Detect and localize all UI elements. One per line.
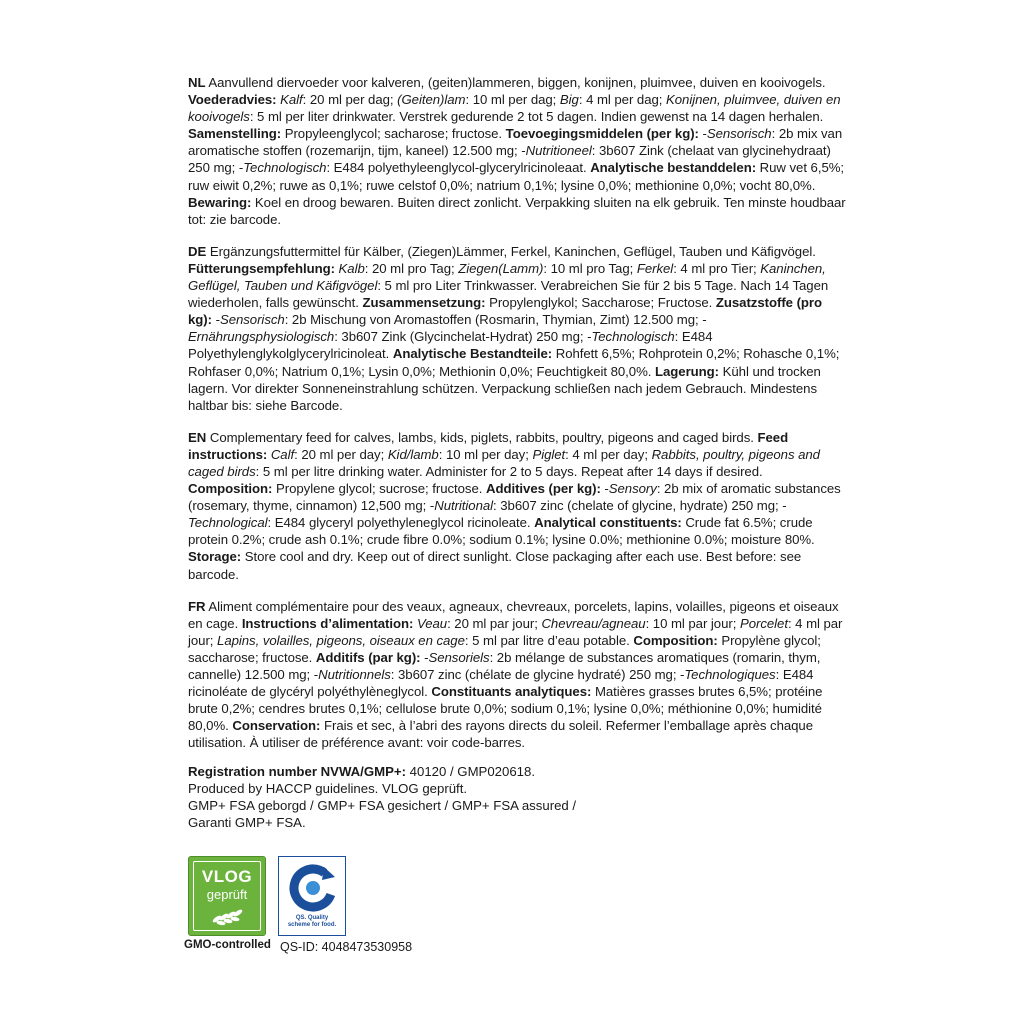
category: Sensoriels xyxy=(428,649,490,665)
registration-label: Registration number NVWA/GMP+: xyxy=(188,764,406,780)
dose: : 4 ml par jour; xyxy=(188,615,843,648)
text: : 3b607 Zink (Glycinchelat-Hydrat) 250 mg; - xyxy=(334,329,592,345)
category: Sensory xyxy=(608,481,657,497)
species: Calf xyxy=(267,446,295,462)
species: (Geiten)lam xyxy=(397,92,466,108)
text: - xyxy=(600,481,609,497)
intro: Ergänzungsfuttermittel für Kälber, (Ziegen)Lämmer, Ferkel, Kaninchen, Geflügel, Tauben und Käfigvögel. xyxy=(206,243,816,259)
vlog-logo xyxy=(188,856,266,936)
heading: Additifs (par kg): xyxy=(315,649,421,665)
text: : 3b607 Zink (chelaat van glycinehydraat) 250 mg; - xyxy=(188,143,831,176)
text: - xyxy=(211,312,220,328)
lang-code: DE xyxy=(188,243,207,259)
lang-code: NL xyxy=(188,75,206,90)
dose: : 20 ml par jour; xyxy=(447,615,542,631)
text: - xyxy=(698,126,707,142)
text: Koel en droog bewaren. Buiten direct zonlicht. Verpakking sluiten na elk gebruik. Ten minste houdbaar tot: zie barcode. xyxy=(188,194,846,227)
species: Chevreau/agneau xyxy=(541,615,646,631)
text: Propylenglykol; Saccharose; Fructose. xyxy=(485,295,716,311)
text: Store cool and dry. Keep out of direct sunlight. Close packaging after each use. Best before: see barcode. xyxy=(188,549,802,582)
dose: : 10 ml pro Tag; xyxy=(543,260,637,276)
dose: : 20 ml pro Tag; xyxy=(364,260,459,276)
gmo-caption: GMO-controlled xyxy=(184,939,271,951)
text: Kühl und trocken lagern. Vor direkter Sonneneinstrahlung schützen. Verpackung schließen nach jedem Gebrauch. Mindestens haltbar bis: siehe Barcode. xyxy=(188,363,821,413)
category: Technological xyxy=(188,515,268,531)
leaves-icon xyxy=(211,907,247,927)
vlog-sub: geprüft xyxy=(206,887,248,902)
heading: Zusatzstoffe (pro kg): xyxy=(188,295,823,328)
text: : 3b607 zinc (chelate of glycine, hydrate) 250 mg; - xyxy=(493,498,787,514)
species: Kalb xyxy=(334,260,365,276)
gmp-line-2: Garanti GMP+ FSA. xyxy=(188,814,306,830)
heading: Lagerung: xyxy=(655,363,720,379)
section-de xyxy=(188,243,848,414)
qs-arrow-icon xyxy=(289,863,337,913)
dose: : 5 ml per liter drinkwater. Verstrek gedurende 2 tot 5 dagen. Indien gewenst na 14 dagen herhalen. xyxy=(249,109,824,125)
dose: : 10 ml par jour; xyxy=(645,615,740,631)
category: Sensorisch xyxy=(219,312,285,328)
category: Nutritional xyxy=(434,498,494,514)
category: Nutritionnels xyxy=(318,667,391,682)
qs-id: QS-ID: 4048473530958 xyxy=(280,940,413,954)
text: : 2b mélange de substances aromatiques (romarin, thym, cannelle) 12.500 mg; - xyxy=(188,649,821,682)
dose: : 10 ml per dag; xyxy=(465,92,560,108)
lang-code: EN xyxy=(188,429,207,445)
category: Nutritioneel xyxy=(525,143,592,159)
section-en xyxy=(188,429,848,583)
label-text xyxy=(188,74,848,832)
section-nl xyxy=(188,74,848,228)
heading: Samenstelling: xyxy=(188,126,282,142)
text: : 3b607 zinc (chélate de glycine hydraté) 250 mg; - xyxy=(390,667,685,682)
heading: Additives (per kg): xyxy=(485,481,601,497)
text: Rohfett 6,5%; Rohprotein 0,2%; Rohasche 0,1%; Rohfaser 0,0%; Natrium 0,1%; Lysin 0,0%; Methionin 0,0%; Feuchtigkeit 80,0%. xyxy=(188,346,840,379)
heading: Analytische Bestandteile: xyxy=(392,346,553,362)
category: Ernährungsphysiologisch xyxy=(188,329,335,345)
dose: : 10 ml per day; xyxy=(438,446,533,462)
qs-caption-1: QS. Quality xyxy=(295,915,329,921)
dose: : 5 ml par litre d’eau potable. xyxy=(464,632,634,648)
dose: : 20 ml per day; xyxy=(294,446,388,462)
text: Propylène glycol; saccharose; fructose. xyxy=(188,632,821,665)
text: Crude fat 6.5%; crude protein 0.2%; crude ash 0.1%; crude fibre 0.0%; sodium 0.1%; lysine 0.0%; methionine 0.0%; moisture 80%. xyxy=(188,515,815,548)
text: Propylene glycol; sucrose; fructose. xyxy=(272,481,486,497)
species: Big xyxy=(559,92,579,108)
text: Matières grasses brutes 6,5%; protéine brute 0,2%; cendres brutes 0,1%; cellulose brute 0,0%; sodium 0,1%; lysine 0,0%; méthionine 0,0%; humidité 80,0%. xyxy=(188,684,823,734)
heading: Constituants analytiques: xyxy=(431,684,592,700)
dose: : 4 ml per dag; xyxy=(578,92,667,108)
dose: : 5 ml pro Liter Trinkwasser. Verabreichen Sie für 2 bis 5 Tage. Nach 14 Tagen wiederholen, falls gewünscht. xyxy=(188,278,829,311)
category: Sensorisch xyxy=(706,126,772,142)
lang-code: FR xyxy=(188,598,206,614)
certification-logos xyxy=(184,856,548,966)
species: Rabbits, poultry, pigeons and caged birds xyxy=(188,446,820,479)
text: Propyleenglycol; sacharose; fructose. xyxy=(281,126,506,142)
qs-caption xyxy=(279,915,345,929)
registration-line xyxy=(188,764,848,781)
heading: Storage: xyxy=(188,549,242,565)
text: : E484 Polyethylenglykolglycerylricinoleat. xyxy=(188,329,713,362)
text: Frais et sec, à l’abri des rayons directs du soleil. Refermer l’emballage après chaque utilisation. À utiliser de préférence avant: voir code-barres. xyxy=(188,718,814,751)
intro: Aliment complémentaire pour des veaux, agneaux, chevreaux, porcelets, lapins, volailles, pigeons et oiseaux en cage. xyxy=(188,598,839,631)
species: Piglet xyxy=(532,446,566,462)
heading: Feed instructions: xyxy=(188,429,789,462)
category: Technologisch xyxy=(243,160,327,176)
heading: Conservation: xyxy=(232,718,321,734)
text: : 2b mix van aromatische stoffen (rozemarijn, tijm, kaneel) 12.500 mg; - xyxy=(188,126,843,159)
heading: Zusammensetzung: xyxy=(362,295,486,311)
text: : E484 glyceryl polyethyleneglycol ricinoleate. xyxy=(267,515,535,531)
heading: Toevoegingsmiddelen (per kg): xyxy=(505,126,699,142)
gmp-line: GMP+ FSA geborgd / GMP+ FSA gesichert / GMP+ FSA assured / xyxy=(188,798,577,814)
heading: Fütterungsempfehlung: xyxy=(188,260,335,276)
heading: Composition: xyxy=(633,632,718,648)
heading: Analytical constituents: xyxy=(534,515,682,531)
heading: Bewaring: xyxy=(188,194,252,210)
category: Technologiques xyxy=(684,667,776,682)
species: Konijnen, pluimvee, duiven en kooivogels xyxy=(188,92,841,125)
text: : 2b Mischung von Aromastoffen (Rosmarin, Thymian, Zimt) 12.500 mg; - xyxy=(284,312,707,328)
dose: : 5 ml per litre drinking water. Administer for 2 to 5 days. Repeat after 14 days if desired. xyxy=(255,463,763,479)
qs-caption-2: scheme for food. xyxy=(287,922,337,928)
dose: : 4 ml per day; xyxy=(565,446,652,462)
registration-block xyxy=(188,764,848,831)
intro: Complementary feed for calves, lambs, kids, piglets, rabbits, poultry, pigeons and caged birds. xyxy=(206,429,758,445)
haccp-line: Produced by HACCP guidelines. VLOG geprüft. xyxy=(188,781,468,797)
heading: Composition: xyxy=(188,481,273,497)
species: Ferkel xyxy=(636,260,674,276)
heading: Instructions d’alimentation: xyxy=(241,615,414,631)
species: Lapins, volailles, pigeons, oiseaux en cage xyxy=(217,632,465,648)
heading: Voederadvies: xyxy=(188,92,277,108)
category: Technologisch xyxy=(591,329,675,345)
species: Kaninchen, Geflügel, Tauben und Käfigvögel xyxy=(188,260,826,294)
text: : E484 polyethyleenglycol-glycerylricinoleaat. xyxy=(326,160,591,176)
intro: Aanvullend diervoeder voor kalveren, (geiten)lammeren, biggen, konijnen, pluimvee, duiven en kooivogels. xyxy=(205,75,826,90)
text: : 2b mix of aromatic substances (rosemary, thyme, cinnamon) 12,500 mg; - xyxy=(188,481,841,514)
qs-logo xyxy=(278,856,346,936)
text: Ruw vet 6,5%; ruw eiwit 0,2%; ruwe as 0,1%; ruwe celstof 0,0%; natrium 0,1%; lysine 0,0%; methionine 0,0%; vocht 80,0%. xyxy=(188,160,845,193)
species: Ziegen(Lamm) xyxy=(458,260,544,276)
text: : E484 ricinoléate de glycéryl polyéthylèneglycol. xyxy=(188,667,814,700)
section-fr xyxy=(188,598,848,752)
dose: : 20 ml per dag; xyxy=(302,92,398,108)
vlog-word: VLOG xyxy=(201,867,253,886)
heading: Analytische bestanddelen: xyxy=(590,160,757,176)
species: Porcelet xyxy=(739,615,788,631)
species: Kid/lamb xyxy=(387,446,439,462)
species: Veau xyxy=(413,615,448,631)
dose: : 4 ml pro Tier; xyxy=(673,260,761,276)
registration-number: 40120 / GMP020618. xyxy=(405,764,536,780)
text: - xyxy=(420,649,429,665)
species: Kalf xyxy=(276,92,303,108)
